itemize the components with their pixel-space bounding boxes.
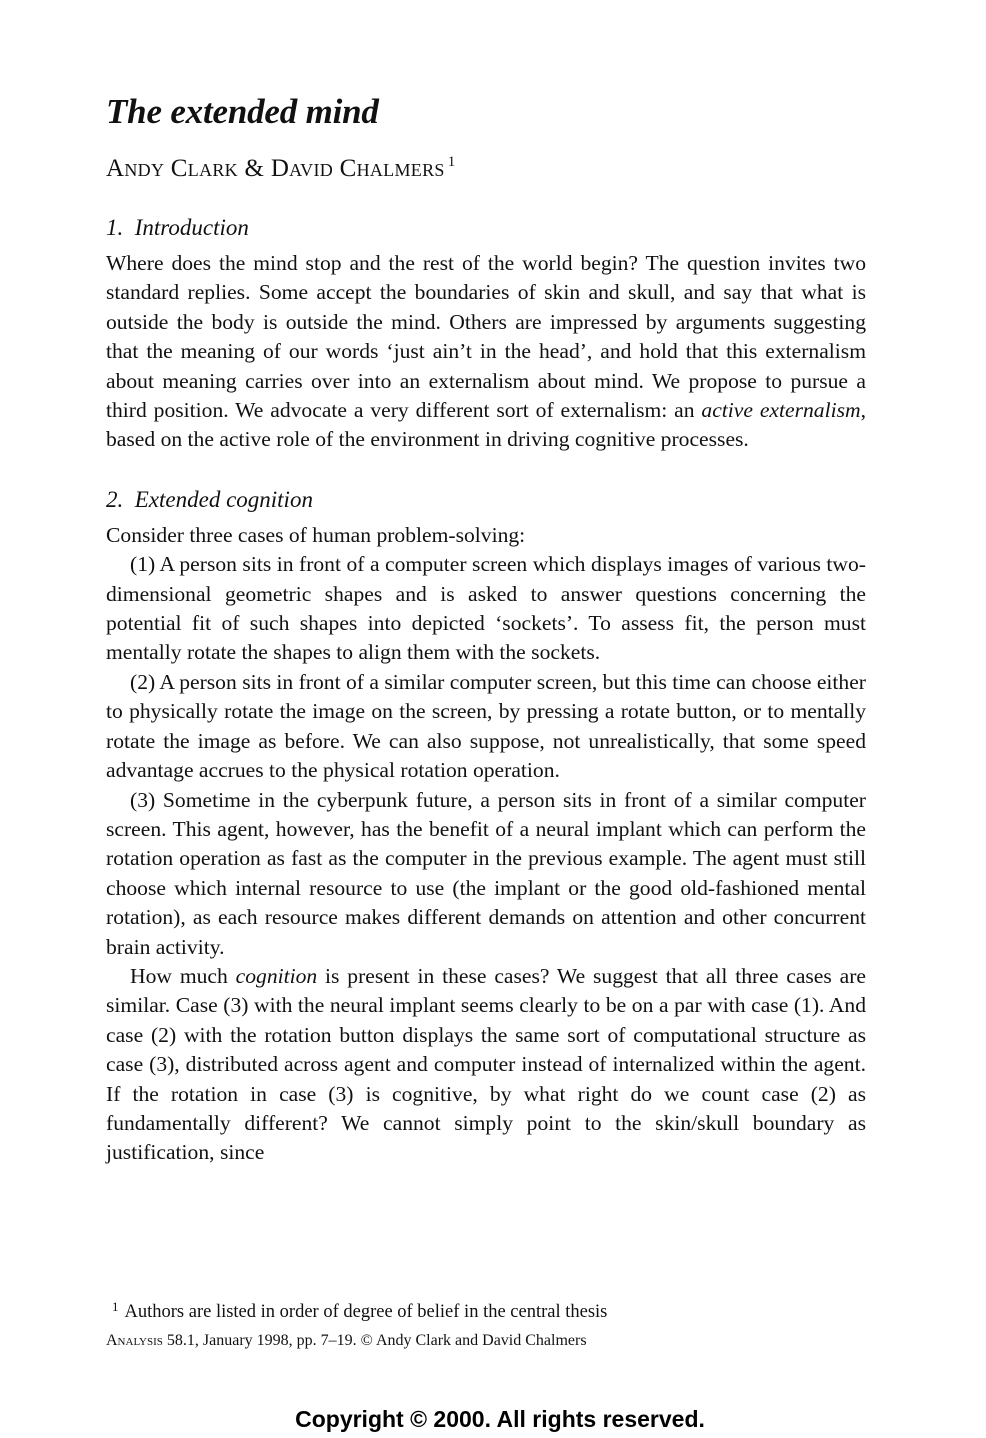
paragraph-text: How much [130,963,236,988]
copyright-notice: Copyright © 2000. All rights reserved. [295,1406,705,1432]
paragraph-text: Where does the mind stop and the rest of the world begin? The question invites two standard replies. Some accept the boundaries of skin and skull, and say that what is outside the body is outside the mind. Others are impressed by arguments suggesting that the meaning of our words ‘just ain’t in the head’, and hold that this externalism about meaning carries over into an externalism about mind. We propose to pursue a third position. We advocate a very different sort of externalism: an [106,251,866,423]
author-footnote-mark: 1 [447,154,456,170]
article-authors [106,146,866,185]
paragraph-text: is present in these cases? We suggest that all three cases are similar. Case (3) with the neural implant seems clearly to be on a par with case (1). And case (2) with the rotation button displays the same sort of computational structure as case (3), distributed across agent and computer instead of internalized within the agent. If the rotation in case (3) is cognitive, by what right do we count case (2) as fundamentally different? We cannot simply point to the skin/skull boundary as justification, since [106,963,866,1165]
discussion-paragraph [106,962,866,1168]
article-body [106,90,866,1168]
footnote-text: Authors are listed in order of degree of belief in the central thesis [124,1302,608,1322]
section-number: 1. [106,215,124,240]
section-number: 2. [106,486,124,512]
section-heading-introduction [106,213,866,243]
author-names: Andy Clark & David Chalmers [106,155,445,182]
lead-paragraph: Consider three cases of human problem-solving: [106,522,526,547]
footnote [106,1295,866,1324]
section-title: Introduction [134,215,249,240]
journal-citation [106,1330,866,1352]
footnote-mark: 1 [112,1299,119,1314]
section-title: Extended cognition [134,486,313,512]
section-heading-extended-cognition [106,485,866,515]
introduction-paragraph [106,249,866,455]
paragraph-text: , based on the active role of the environment in driving cognitive processes. [106,398,866,452]
case-1-paragraph: (1) A person sits in front of a computer screen which displays images of various two-dimensional geometric shapes and is asked to answer questions concerning the potential fit of such shapes into depicted ‘sockets’. To assess fit, the person must mentally rotate the shapes to align them with the sockets. [106,552,866,665]
article-title: The extended mind [106,92,379,131]
case-2-paragraph: (2) A person sits in front of a similar computer screen, but this time can choose either to physically rotate the image on the screen, by pressing a rotate button, or to mentally rotate the image as before. We can also suppose, not unrealistically, that some speed advantage accrues to the physical rotation operation. [106,669,866,783]
emphasized-term: active externalism [701,398,861,423]
emphasized-term: cognition [235,963,318,988]
case-3-paragraph: (3) Sometime in the cyberpunk future, a person sits in front of a similar computer screen. This agent, however, has the benefit of a neural implant which can perform the rotation operation as fast as the computer in the previous example. The agent must still choose which internal resource to use (the implant or the good old-fashioned mental rotation), as each resource makes different demands on attention and other concurrent brain activity. [106,787,866,959]
journal-name: Analysis [106,1332,163,1349]
journal-details: 58.1, January 1998, pp. 7–19. © Andy Clark and David Chalmers [166,1332,587,1349]
